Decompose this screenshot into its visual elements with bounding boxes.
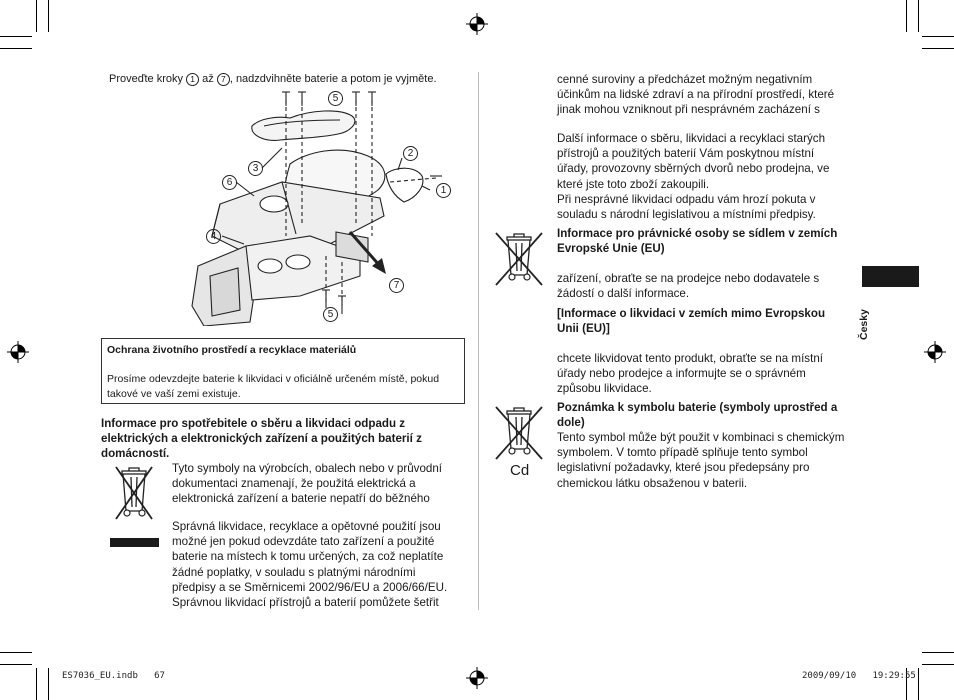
black-bar	[110, 538, 159, 547]
crop-mark	[906, 0, 907, 32]
battery-heading: Poznámka k symbolu baterie (symboly uprostřed a dole)	[557, 401, 838, 430]
crop-mark	[0, 664, 32, 665]
callout-number: 4	[206, 229, 221, 244]
callout-number: 1	[436, 183, 451, 198]
registration-mark-icon	[466, 13, 488, 35]
callout-number: 7	[389, 278, 404, 293]
crop-mark	[918, 668, 919, 700]
battery-removal-illustration	[190, 86, 460, 326]
crop-mark	[0, 652, 32, 653]
language-tab	[862, 266, 919, 287]
callout-number: 5	[323, 307, 338, 322]
paragraph: cenné suroviny a předcházet možným negativním účinkům na lidské zdraví a na přírodní prostředí, které jinak mohou vzniknout při nesprávném zacházení s	[557, 73, 835, 117]
consumer-heading: Informace pro spotřebitele o sběru a likvidaci odpadu z elektrických a elektronických zařízení a použitých baterií z domácností.	[101, 417, 422, 461]
registration-mark-icon	[466, 667, 488, 689]
footer-datetime: 2009/09/10 19:29:55	[802, 671, 916, 681]
crossed-bin-icon	[112, 463, 156, 525]
registration-mark-icon	[924, 341, 946, 363]
environment-notice-line: takové ve vaší zemi existuje.	[107, 388, 241, 400]
registration-mark-icon	[7, 341, 29, 363]
eu-heading: Informace pro právnické osoby se sídlem v zemích Evropské Unie (EU)	[557, 227, 838, 256]
cd-symbol: Cd	[510, 462, 530, 479]
callout-number: 3	[248, 161, 263, 176]
paragraph: Tento symbol může být použit v kombinaci s chemickým symbolem. V tomto případě splňuje tento symbol legislativní požadavky, které jsou předepsány pro chemickou látku obsaženou v baterii.	[557, 431, 845, 490]
crop-mark	[48, 668, 49, 700]
step-number: 1	[186, 73, 199, 86]
crop-mark	[36, 0, 37, 32]
crop-mark	[0, 36, 32, 37]
crossed-bin-icon	[492, 229, 546, 289]
consumer-paragraph: Správná likvidace, recyklace a opětovné použití jsou možné jen pokud odevzdáte tato zařízení a použité baterie na místech k tomu určených, za což neplatíte žádné poplatky, v souladu s platnými národními předpisy a se Směrnicemi 2002/96/EU a 2006/66/EU. Správnou likvidací přístrojů a baterií pomůžete šetřit	[172, 520, 448, 610]
environment-notice-box	[101, 338, 465, 404]
crop-mark	[36, 668, 37, 700]
step-number: 7	[217, 73, 230, 86]
crop-mark	[922, 664, 954, 665]
callout-number: 2	[403, 146, 418, 161]
crop-mark	[922, 652, 954, 653]
column-divider	[478, 72, 479, 610]
footer-file: ES7036_EU.indb 67	[62, 671, 165, 681]
non-eu-heading: [Informace o likvidaci v zemích mimo Evropskou Unii (EU)]	[557, 307, 826, 336]
paragraph: zařízení, obraťte se na prodejce nebo dodavatele s žádostí o další informace.	[557, 272, 820, 301]
crop-mark	[918, 0, 919, 32]
paragraph: Další informace o sběru, likvidaci a recyklaci starých přístrojů a použitých baterií Vám poskytnou místní úřady, provozovny sběrných dvorů nebo prodejna, ve které jste toto zboží zakoupili. Při nesprávné likvidaci odpadu vám hrozí pokuta v souladu s národní legislativou a místními předpisy.	[557, 132, 830, 222]
language-label: Česky	[858, 309, 870, 340]
environment-notice-title: Ochrana životního prostředí a recyklace materiálů	[107, 344, 357, 356]
callout-number: 6	[222, 175, 237, 190]
crop-mark	[48, 0, 49, 32]
crossed-bin-icon	[492, 403, 546, 463]
crop-mark	[922, 48, 954, 49]
environment-notice-line: Prosíme odevzdejte baterie k likvidaci v oficiálně určeném místě, pokud	[107, 373, 440, 385]
step-instruction: Proveďte kroky 1 až 7 , nadzdvihněte baterie a potom je vyjměte.	[109, 73, 437, 85]
consumer-paragraph: Tyto symboly na výrobcích, obalech nebo v průvodní dokumentaci znamenají, že použitá elektrická a elektronická zařízení a baterie nepatří do běžného	[172, 462, 443, 506]
callout-number: 5	[328, 91, 343, 106]
paragraph: chcete likvidovat tento produkt, obraťte se na místní úřady nebo prodejce a informujte se o správném způsobu likvidace.	[557, 352, 823, 396]
crop-mark	[922, 36, 954, 37]
crop-mark	[0, 48, 32, 49]
